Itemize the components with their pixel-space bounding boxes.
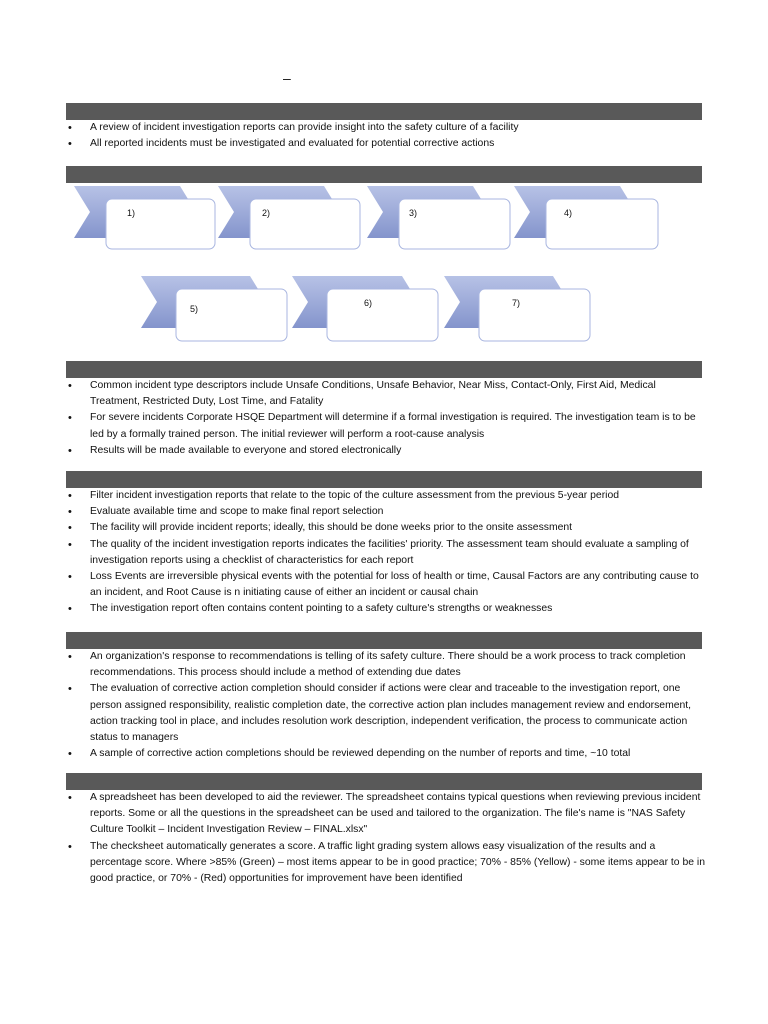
list-item: • Results will be made available to everyone and stored electronically bbox=[66, 443, 706, 459]
list-item: • Evaluate available time and scope to make final report selection bbox=[66, 504, 706, 520]
list-item: • An organization's response to recommendations is telling of its safety culture. There should be a work process to track completion recommendations. This process should include a method of extending due dates bbox=[66, 649, 706, 681]
process-step-3 bbox=[367, 186, 510, 249]
step-label-6: 6) bbox=[364, 298, 373, 308]
section-header-bar bbox=[66, 471, 702, 488]
step-label-1: 1) bbox=[127, 208, 136, 218]
list-item: • The evaluation of corrective action completion should consider if actions were clear and traceable to the investigation report, one person assigned responsibility, realistic completion date, the corrective action plan includes management review and endorsement, action tracking tool in place, and includes resolution work description, independent verification, the process to communicate action status to managers bbox=[66, 681, 706, 746]
process-step-1 bbox=[74, 186, 215, 249]
process-step-6 bbox=[292, 276, 438, 341]
process-step-2 bbox=[218, 186, 360, 249]
incident-types-bullets bbox=[66, 378, 706, 459]
section-header-bar bbox=[66, 773, 702, 790]
process-step-5 bbox=[141, 276, 287, 341]
list-item: • The checksheet automatically generates a score. A traffic light grading system allows easy visualization of the results and a percentage score. Where >85% (Green) – most items appear to be in good practice; 70% - 85% (Yellow) - some items appear to be in good practice, or 70% - (Red) opportunities for improvement have been identified bbox=[66, 839, 706, 888]
corrective-action-bullets bbox=[66, 649, 706, 762]
list-item: • A spreadsheet has been developed to aid the reviewer. The spreadsheet contains typical questions when reviewing previous incident reports. Some or all the questions in the spreadsheet can be used and tailored to the organization. The file's name is "NAS Safety Culture Toolkit – Incident Investigation Review – FINAL.xlsx" bbox=[66, 790, 706, 839]
step-label-2: 2) bbox=[262, 208, 271, 218]
list-item: • A sample of corrective action completions should be reviewed depending on the number of reports and time, ~10 total bbox=[66, 746, 706, 762]
list-item: • The quality of the incident investigation reports indicates the facilities' priority. The assessment team should evaluate a sampling of investigation reports using a checklist of characteristics for each report bbox=[66, 537, 706, 569]
step-label-7: 7) bbox=[512, 298, 521, 308]
section-header-bar bbox=[66, 632, 702, 649]
section-header-bar bbox=[66, 361, 702, 378]
process-flow-diagram bbox=[0, 0, 768, 360]
process-step-7 bbox=[444, 276, 590, 341]
list-item: • Filter incident investigation reports that relate to the topic of the culture assessment from the previous 5-year period bbox=[66, 488, 706, 504]
list-item: • Loss Events are irreversible physical events with the potential for loss of health or time, Causal Factors are any contributing cause to an incident, and Root Cause is n initiating cause of either an incident or causal chain bbox=[66, 569, 706, 601]
spreadsheet-tool-bullets bbox=[66, 790, 706, 887]
list-item: • The facility will provide incident reports; ideally, this should be done weeks prior to the onsite assessment bbox=[66, 520, 706, 536]
step-label-4: 4) bbox=[564, 208, 573, 218]
title-mark: – bbox=[283, 70, 291, 86]
step-label-5: 5) bbox=[190, 304, 199, 314]
list-item: • Common incident type descriptors include Unsafe Conditions, Unsafe Behavior, Near Miss, Contact-Only, First Aid, Medical Treatment, Restricted Duty, Lost Time, and Fatality bbox=[66, 378, 706, 410]
step-label-3: 3) bbox=[409, 208, 418, 218]
list-item: • For severe incidents Corporate HSQE Department will determine if a formal investigation is required. The investigation team is to be led by a formally trained person. The initial reviewer will perform a root-cause analysis bbox=[66, 410, 706, 442]
list-item: • All reported incidents must be investigated and evaluated for potential corrective actions bbox=[66, 136, 706, 152]
report-selection-bullets bbox=[66, 488, 706, 618]
process-step-4 bbox=[514, 186, 658, 249]
list-item: • A review of incident investigation reports can provide insight into the safety culture of a facility bbox=[66, 120, 706, 136]
list-item: • The investigation report often contains content pointing to a safety culture's strengths or weaknesses bbox=[66, 601, 706, 617]
